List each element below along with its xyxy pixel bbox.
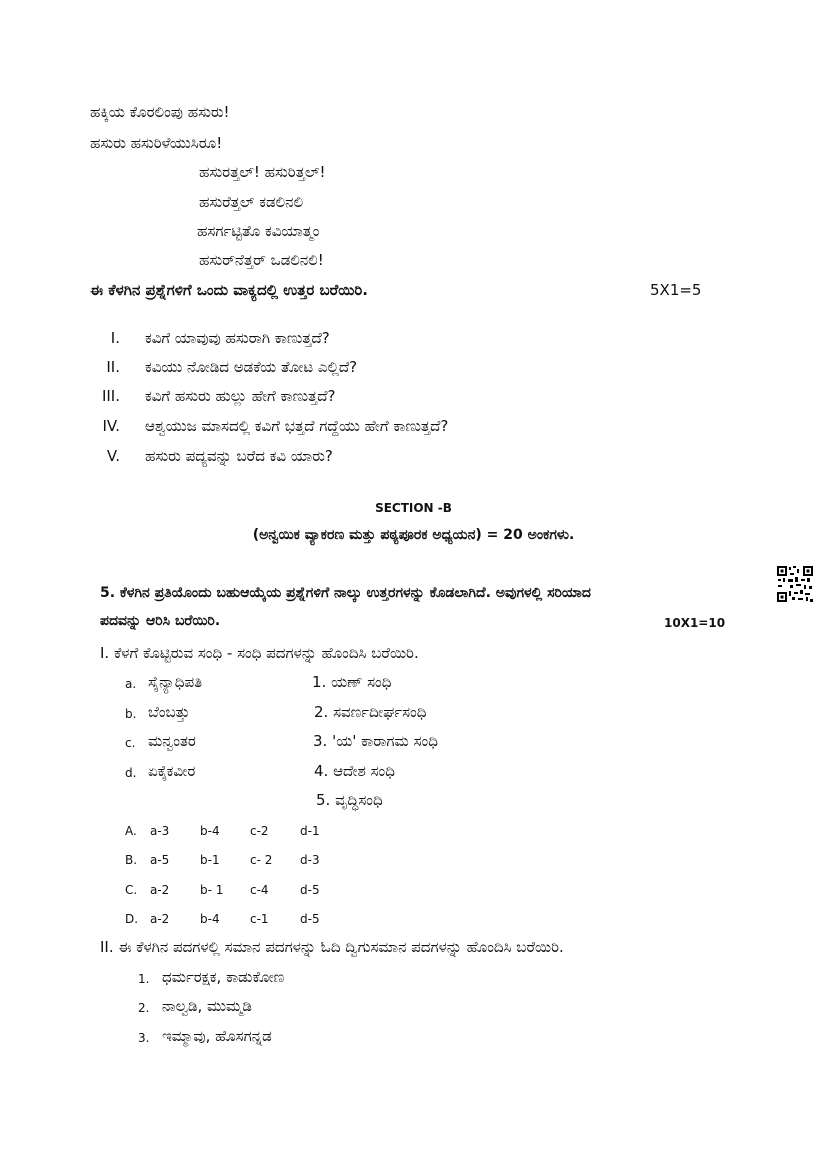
q5-marks: 10X1=10 (664, 616, 726, 630)
option-value: b-1 (200, 853, 220, 867)
option-value: c-2 (250, 824, 269, 838)
question-instruction: ಈ ಕೆಳಗಿನ ಪ್ರಶ್ನೆಗಳಿಗೆ ಒಂದು ವಾಕ್ಯದಲ್ಲಿ ಉತ್ತರ ಬರೆಯಿರಿ. (90, 281, 368, 299)
match-right-item: 4. ಆದೇಶ ಸಂಧಿ (314, 762, 395, 780)
option-value: d-5 (300, 883, 320, 897)
option-value: c-1 (250, 912, 269, 926)
match-right-item: 3. 'ಯ' ಕಾರಾಗಮ ಸಂಧಿ (313, 732, 438, 750)
sub2-item: ಧರ್ಮರಕ್ಷಕ, ಕಾಡುಕೋಣ (162, 968, 285, 986)
question-text: ಹಸುರು ಪದ್ಯವನ್ನು ಬರೆದ ಕವಿ ಯಾರು? (145, 447, 333, 465)
option-value: a-2 (150, 883, 170, 897)
option-value: a-2 (150, 912, 170, 926)
section-title: SECTION -B (375, 501, 452, 515)
poem-line: ಹಸುರ್‌ನೆತ್ತರ್ ಒಡಲಿನಲಿ! (199, 251, 324, 269)
question-text: ಕವಿಯು ನೋಡಿದ ಅಡಕೆಯ ತೋಟ ಎಲ್ಲಿದೆ? (145, 358, 358, 376)
question-number: IV. (102, 417, 120, 435)
question-text: ಕವಿಗೆ ಹಸುರು ಹುಲ್ಲು ಹೇಗೆ ಕಾಣುತ್ತದೆ? (145, 387, 336, 405)
option-value: d-5 (300, 912, 320, 926)
option-label: A. (125, 824, 137, 838)
match-left-label: a. (125, 677, 137, 691)
sub2-item: ನಾಲ್ವಡಿ, ಮುಮ್ಮಡಿ (162, 997, 252, 1015)
sub2-number: 3. (138, 1031, 150, 1045)
q5-instruction-cont: ಪದವನ್ನು ಆರಿಸಿ ಬರೆಯಿರಿ. (100, 613, 221, 629)
option-value: c- 2 (250, 853, 273, 867)
option-value: a-3 (150, 824, 170, 838)
poem-line: ಹಸುರೆತ್ತಲ್ ಕಡಲಿನಲಿ (199, 193, 303, 211)
option-label: B. (125, 853, 138, 867)
option-value: a-5 (150, 853, 170, 867)
sub1-instruction: I. ಕೆಳಗೆ ಕೊಟ್ಟಿರುವ ಸಂಧಿ - ಸಂಧಿ ಪದಗಳನ್ನು ಹೊಂದಿಸಿ ಬರೆಯಿರಿ. (100, 644, 419, 662)
question-number: V. (106, 447, 120, 465)
poem-line: ಹಸುರು ಹಸುರಿಳೆಯುಸಿರೂ! (90, 134, 223, 152)
question-number: II. (106, 358, 120, 376)
question-text: ಕವಿಗೆ ಯಾವುವು ಹಸುರಾಗಿ ಕಾಣುತ್ತದೆ? (145, 329, 330, 347)
sub2-number: 1. (138, 972, 150, 986)
match-right-item: 1. ಯಣ್ ಸಂಧಿ (312, 673, 392, 691)
match-left-label: c. (125, 736, 136, 750)
match-right-item: 5. ವೃದ್ಧಿಸಂಧಿ (316, 791, 383, 809)
match-left-item: ಸೈನ್ಯಾಧಿಪತಿ (148, 673, 203, 691)
section-subtitle: (ಅನ್ವಯಿಕ ವ್ಯಾಕರಣ ಮತ್ತು ಪಠ್ಯಪೂರಕ ಅಧ್ಯಯನ) = 20 ಅಂಕಗಳು. (252, 527, 575, 543)
option-label: D. (125, 912, 139, 926)
option-value: b- 1 (200, 883, 224, 897)
question-text: ಆಶ್ವಯುಜ ಮಾಸದಲ್ಲಿ ಕವಿಗೆ ಭತ್ತದೆ ಗದ್ದೆಯು ಹೇಗೆ ಕಾಣುತ್ತದೆ? (145, 417, 449, 435)
question-number: I. (110, 329, 120, 347)
option-value: b-4 (200, 824, 220, 838)
option-value: d-1 (300, 824, 320, 838)
poem-line: ಹಸರ್ಗಟ್ಟಿತೊ ಕವಿಯಾತ್ಮಂ (197, 222, 320, 240)
poem-line: ಹಕ್ಕಿಯ ಕೊರಲಿಂಪು ಹಸುರು! (90, 103, 230, 121)
option-value: c-4 (250, 883, 269, 897)
option-value: d-3 (300, 853, 320, 867)
qr-code-icon (776, 565, 814, 603)
option-label: C. (125, 883, 138, 897)
match-left-item: ಏಕೈಕವೀರ (148, 762, 196, 780)
match-left-label: d. (125, 766, 137, 780)
sub2-number: 2. (138, 1001, 150, 1015)
sub2-item: ಇಮ್ಮಾವು, ಹೊಸಗನ್ನಡ (162, 1027, 272, 1045)
match-left-item: ಬೆಂಬತ್ತು (148, 703, 190, 721)
option-value: b-4 (200, 912, 220, 926)
q5-instruction: 5. ಕೆಳಗಿನ ಪ್ರತಿಯೊಂದು ಬಹುಆಯ್ಕೆಯ ಪ್ರಶ್ನೆಗಳಿಗೆ ನಾಲ್ಕು ಉತ್ತರಗಳನ್ನು ಕೊಡಲಾಗಿದೆ. ಅವುಗಳಲ್ಲಿ ಸರಿಯಾದ (100, 585, 591, 601)
question-number: III. (101, 387, 120, 405)
match-left-item: ಮನ್ವಂತರ (148, 732, 196, 750)
match-left-label: b. (125, 707, 137, 721)
sub2-instruction: II. ಈ ಕೆಳಗಿನ ಪದಗಳಲ್ಲಿ ಸಮಾನ ಪದಗಳನ್ನು ಓದಿ ದ್ವಿಗುಸಮಾನ ಪದಗಳನ್ನು ಹೊಂದಿಸಿ ಬರೆಯಿರಿ. (100, 938, 564, 956)
question-marks: 5X1=5 (650, 281, 702, 299)
poem-line: ಹಸುರತ್ತಲ್! ಹಸುರಿತ್ತಲ್! (199, 163, 326, 181)
match-right-item: 2. ಸವರ್ಣದೀರ್ಘಸಂಧಿ (314, 703, 427, 721)
